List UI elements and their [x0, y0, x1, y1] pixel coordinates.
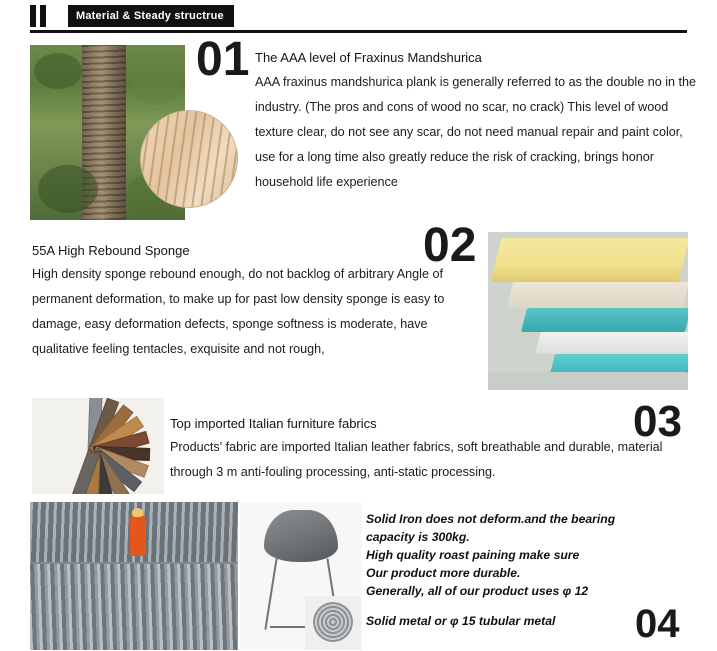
section-04-line-4: Our product more durable.	[366, 566, 521, 580]
section-01-number: 01	[196, 33, 250, 86]
text-fade-overlay	[166, 487, 686, 501]
section-04-line-5: Generally, all of our product uses φ 12	[366, 584, 589, 598]
section-02-heading: 55A High Rebound Sponge	[32, 243, 190, 258]
section-04-image-coil	[305, 596, 361, 650]
section-01-body: AAA fraxinus mandshurica plank is generally referred to as the double no in the industry. (The pros and cons of wood no scar, no crack) This level of wood texture clear, do not see any scar, do not need manual repair and paint color, use for a long time also greatly reduce the risk of cracking, brings honor household life experience	[255, 75, 697, 189]
section-02-image	[488, 232, 688, 390]
section-04-line-1: Solid Iron does not deform.and the bearing	[366, 512, 616, 526]
section-04-line-3: High quality roast paining make sure	[366, 548, 580, 562]
section-03-image	[32, 398, 164, 494]
section-03-heading: Top imported Italian furniture fabrics	[170, 416, 377, 431]
pause-bars-icon	[30, 5, 60, 27]
page-header	[0, 0, 717, 32]
section-03-body: Products' fabric are imported Italian leather fabrics, soft breathable and durable, material through 3 m anti-fouling processing, anti-static processing.	[170, 440, 663, 479]
section-04-image-rods	[30, 502, 238, 650]
section-02-body: High density sponge rebound enough, do not backlog of arbitrary Angle of permanent deformation, to make up for past low density sponge is easy to damage, easy deformation defects, sponge softness is moderate, have qualitative feeling tentacles, exquisite and not rough,	[32, 267, 445, 356]
section-04-line-6: Solid metal or φ 15 tubular metal	[366, 614, 556, 628]
section-04-number: 04	[635, 602, 680, 646]
section-03-number: 03	[633, 397, 682, 446]
page-title: Material & Steady structrue	[68, 5, 234, 27]
section-01-heading: The AAA level of Fraxinus Mandshurica	[255, 50, 482, 65]
wood-grain-closeup-icon	[140, 110, 238, 208]
section-04-line-2: capacity is 300kg.	[366, 530, 470, 544]
section-02-number: 02	[423, 219, 477, 272]
header-divider	[30, 30, 687, 33]
